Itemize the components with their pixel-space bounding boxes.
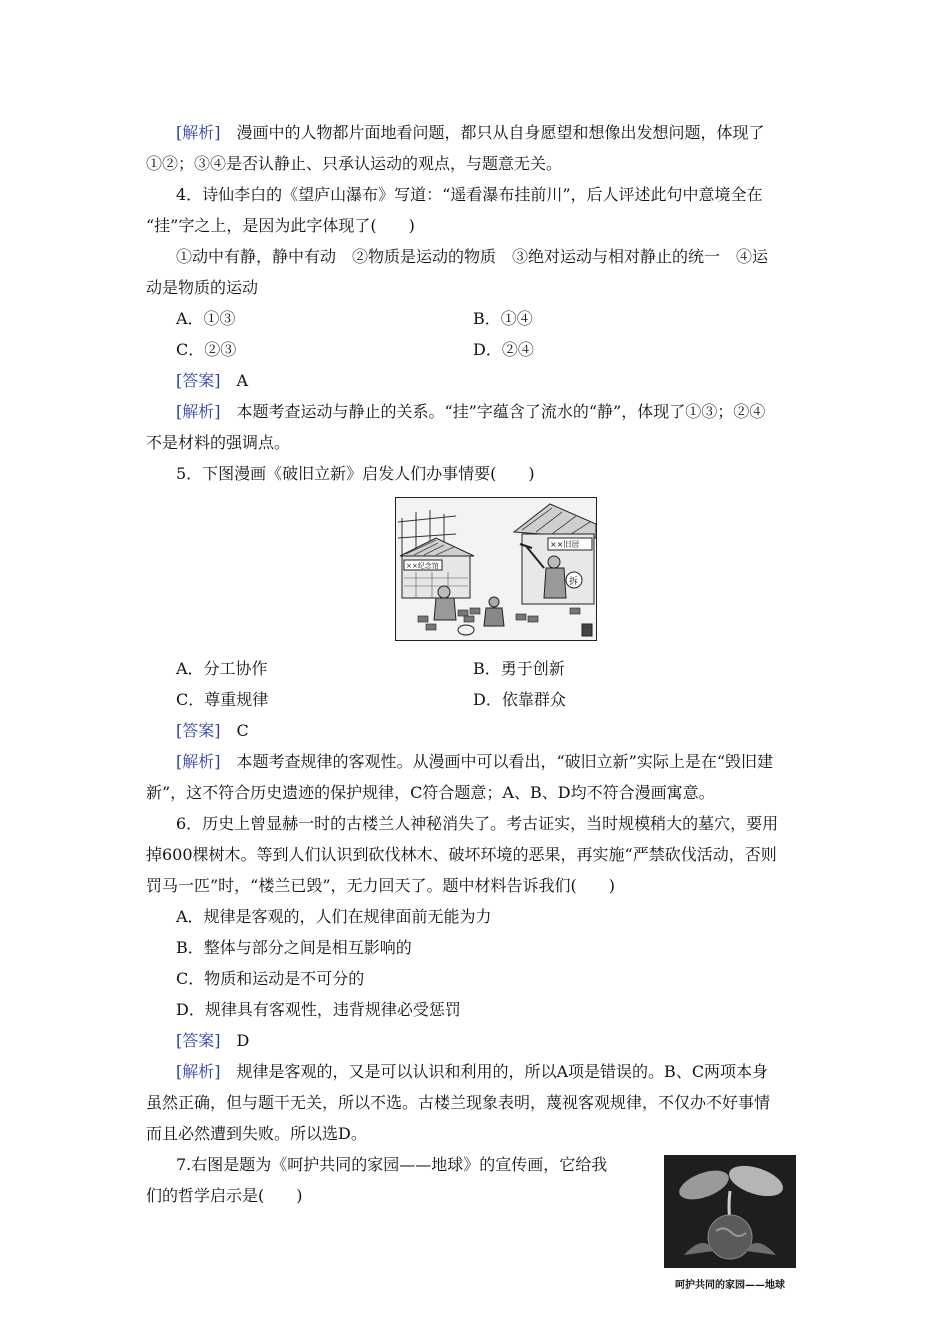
q5-option-c: C．尊重规律	[176, 690, 269, 709]
answer-tag: [答案]	[176, 371, 221, 390]
q6-option-c: C．物质和运动是不可分的	[176, 969, 365, 988]
q5-stem: 5．下图漫画《破旧立新》启发人们办事情要( )	[176, 464, 535, 483]
q6-analysis-line-3: 而且必然遭到失败。所以选D。	[146, 1124, 367, 1143]
left-sign: ××纪念馆	[406, 562, 439, 570]
analysis-tag: [解析]	[176, 1062, 221, 1081]
poster-seedling-earth	[664, 1155, 796, 1268]
q6-analysis-line-1: [解析] 规律是客观的，又是可以认识和利用的，所以A项是错误的。B、C两项本身	[176, 1062, 769, 1081]
analysis-tag: [解析]	[176, 123, 221, 142]
cartoon-drawing	[396, 498, 596, 640]
q4-option-b: B．①④	[473, 309, 533, 328]
q6-stem-line-2: 掉600棵树木。等到人们认识到砍伐林木、破坏环境的恶果，再实施“严禁砍伐活动，否则	[146, 845, 777, 864]
q7-stem-line-1: 7.右图是题为《呵护共同的家园——地球》的宣传画，它给我	[176, 1155, 608, 1174]
q4-stem-line-2: “挂”字之上，是因为此字体现了( )	[146, 216, 415, 235]
q6-stem-line-3: 罚马一匹”时，“楼兰已毁”，无力回天了。题中材料告诉我们( )	[146, 876, 616, 895]
q7-stem-line-2: 们的哲学启示是( )	[146, 1186, 303, 1205]
q6-option-b: B．整体与部分之间是相互影响的	[176, 938, 412, 957]
poster-drawing	[664, 1155, 796, 1268]
cartoon-demolish-old-build-new	[395, 497, 597, 641]
analysis-tag: [解析]	[176, 402, 221, 421]
q5-analysis-line-1: [解析] 本题考查规律的客观性。从漫画中可以看出，“破旧立新”实际上是在“毁旧建	[176, 752, 774, 771]
q6-stem-line-1: 6．历史上曾显赫一时的古楼兰人神秘消失了。考古证实，当时规模稍大的墓穴，要用	[176, 814, 779, 833]
answer-tag: [答案]	[176, 1031, 221, 1050]
q6-analysis-line-2: 虽然正确，但与题干无关，所以不选。古楼兰现象表明，蔑视客观规律，不仅办不好事情	[146, 1093, 771, 1112]
q4-option-c: C．②③	[176, 340, 237, 359]
q4-analysis-line-1: [解析] 本题考查运动与静止的关系。“挂”字蕴含了流水的“静”，体现了①③；②④	[176, 402, 766, 421]
q4-option-d: D．②④	[473, 340, 534, 359]
q3-analysis-line-2: ①②；③④是否认静止、只承认运动的观点，与题意无关。	[146, 154, 563, 173]
q5-answer: [答案] C	[176, 721, 249, 740]
q4-option-a: A．①③	[176, 309, 236, 328]
q5-option-b: B．勇于创新	[473, 659, 565, 678]
poster-caption: 呵护共同的家园——地球	[675, 1280, 785, 1291]
q5-option-d: D．依靠群众	[473, 690, 566, 709]
q4-analysis-line-2: 不是材料的强调点。	[146, 433, 291, 452]
q3-analysis-line-1: [解析] 漫画中的人物都片面地看问题，都只从自身愿望和想像出发想问题，体现了	[176, 123, 765, 142]
answer-tag: [答案]	[176, 721, 221, 740]
q4-items-line-2: 动是物质的运动	[146, 278, 259, 297]
demolish-stamp: 拆	[569, 577, 579, 587]
q5-analysis-line-2: 新”，这不符合历史遗迹的保护规律，C符合题意；A、B、D均不符合漫画寓意。	[146, 783, 715, 802]
analysis-tag: [解析]	[176, 752, 221, 771]
q6-option-d: D．规律具有客观性，违背规律必受惩罚	[176, 1000, 461, 1019]
q4-stem-line-1: 4．诗仙李白的《望庐山瀑布》写道：“遥看瀑布挂前川”，后人评述此句中意境全在	[176, 185, 763, 204]
q4-answer: [答案] A	[176, 371, 249, 390]
right-sign: ××旧居	[550, 540, 580, 549]
q4-items-line-1: ①动中有静，静中有动 ②物质是运动的物质 ③绝对运动与相对静止的统一 ④运	[176, 247, 769, 266]
q6-option-a: A．规律是客观的，人们在规律面前无能为力	[176, 907, 492, 926]
q6-answer: [答案] D	[176, 1031, 250, 1050]
q5-option-a: A．分工协作	[176, 659, 268, 678]
